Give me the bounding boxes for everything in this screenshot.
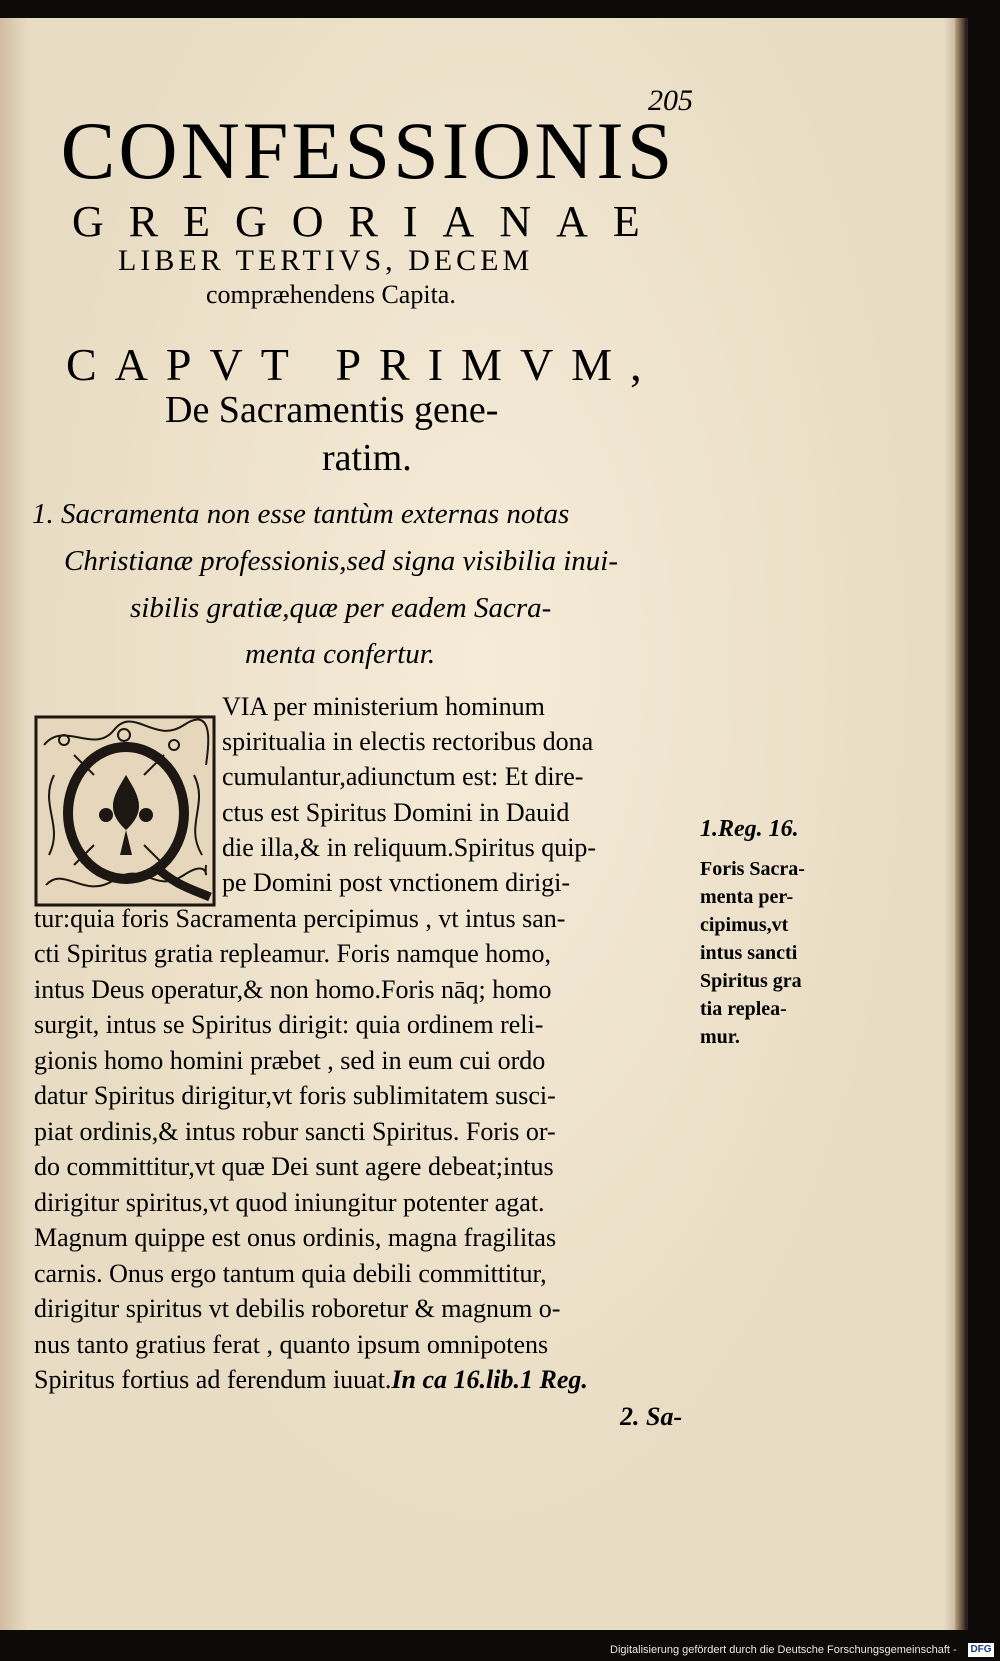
- initial-letter: Q: [126, 827, 127, 828]
- margin-note-line: Foris Sacra-: [700, 858, 805, 880]
- page-number: 205: [648, 84, 693, 117]
- summary-line: menta confertur.: [245, 638, 436, 670]
- body-line: dirigitur spiritus vt debilis roboretur & magnum o-: [34, 1294, 561, 1323]
- title-line-4: comprӕhendens Capita.: [206, 280, 456, 309]
- ornament-icon: [34, 715, 216, 907]
- title-line-1: CONFESSIONIS: [60, 105, 676, 196]
- body-line: surgit, intus se Spiritus dirigit: quia ordinem reli-: [34, 1010, 544, 1039]
- scripture-reference: In ca 16.lib.1 Reg.: [391, 1365, 588, 1394]
- decorated-initial: [34, 715, 216, 907]
- body-line: nus tanto gratius ferat , quanto ipsum omnipotens: [34, 1330, 549, 1359]
- summary-line: Christianӕ professionis,sed signa visibilia inui-: [64, 545, 619, 577]
- body-line: ctus est Spiritus Domini in Dauid: [222, 798, 570, 827]
- body-line: tur:quia foris Sacramenta percipimus , vt intus san-: [34, 904, 566, 933]
- summary-line: 1. Sacramenta non esse tantùm externas notas: [32, 498, 570, 530]
- body-line: datur Spiritus dirigitur,vt foris sublimitatem susci-: [34, 1081, 556, 1110]
- body-line: dirigitur spiritus,vt quod iniungitur potenter agat.: [34, 1188, 545, 1217]
- body-line: do committitur,vt quӕ Dei sunt agere debeat;intus: [34, 1152, 554, 1181]
- summary-line: sibilis gratiӕ,quӕ per eadem Sacra-: [130, 592, 552, 624]
- margin-note-line: menta per-: [700, 886, 794, 908]
- margin-note-line: tia replea-: [700, 998, 787, 1020]
- body-line: pe Domini post vnctionem dirigi-: [222, 868, 571, 897]
- catchword: 2. Sa-: [620, 1402, 683, 1431]
- body-line: cti Spiritus gratia repleamur. Foris namque homo,: [34, 939, 552, 968]
- body-line: gionis homo homini prӕbet , sed in eum cui ordo: [34, 1046, 546, 1075]
- body-line-text: Spiritus fortius ad ferendum iuuat.: [34, 1365, 392, 1394]
- body-line: cumulantur,adiunctum est: Et dire-: [222, 762, 584, 791]
- body-line: [34, 1365, 588, 1395]
- title-line-3: LIBER TERTIVS, DECEM: [118, 244, 534, 277]
- page-edge: [955, 18, 965, 1630]
- digitization-credit: Digitalisierung gefördert durch die Deutsche Forschungsgemeinschaft -: [610, 1644, 957, 1656]
- dfg-logo: DFG: [968, 1643, 994, 1657]
- chapter-heading-1: CAPVT PRIMVM,: [66, 339, 660, 390]
- margin-reference: 1.Reg. 16.: [700, 816, 799, 842]
- body-line: die illa,& in reliquum.Spiritus quip-: [222, 833, 597, 862]
- body-line: piat ordinis,& intus robur sancti Spiritus. Foris or-: [34, 1117, 556, 1146]
- title-line-2: GREGORIANAE: [72, 197, 665, 246]
- body-line: spiritualia in electis rectoribus dona: [222, 727, 594, 756]
- body-line: intus Deus operatur,& non homo.Foris nāq; homo: [34, 975, 552, 1004]
- margin-note-line: intus sancti: [700, 942, 798, 964]
- margin-note-line: cipimus,vt: [700, 914, 789, 936]
- chapter-heading-3: ratim.: [322, 437, 412, 479]
- chapter-heading-2: De Sacramentis gene-: [165, 389, 499, 431]
- body-line: VIA per ministerium hominum: [222, 692, 545, 721]
- margin-note-line: mur.: [700, 1026, 740, 1048]
- body-line: Magnum quippe est onus ordinis, magna fragilitas: [34, 1223, 557, 1252]
- body-line: carnis. Onus ergo tantum quia debili committitur,: [34, 1259, 547, 1288]
- margin-note-line: Spiritus gra: [700, 970, 802, 992]
